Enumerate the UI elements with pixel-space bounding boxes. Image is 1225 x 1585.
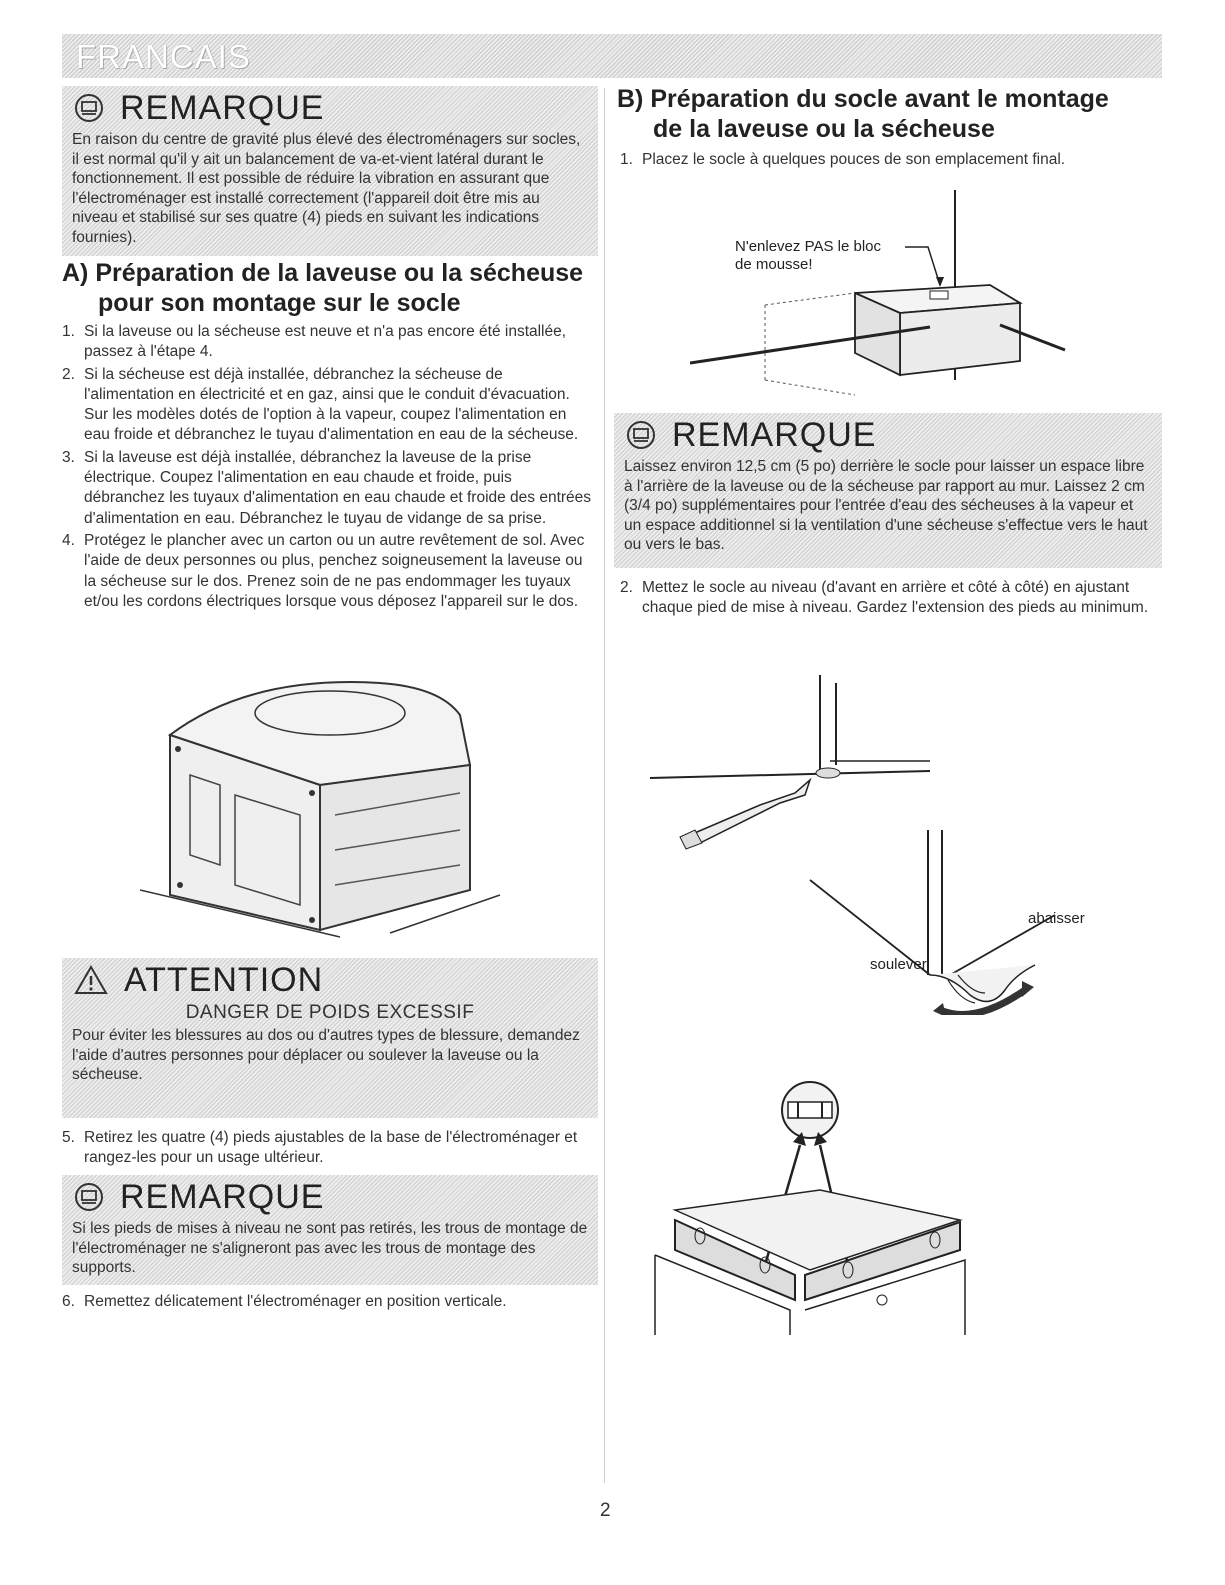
steps-list-a xyxy=(62,322,594,614)
note-box-feet xyxy=(62,1175,598,1285)
step-text: Si la laveuse est déjà installée, débranchez la laveuse de la prise électrique. Coupez l'alimentation en eau chaude et froide, puis débranchez les tuyaux d'alimentation en eau chaude et froide des entrées d'alimentation en eau. Débranchez le tuyau de vidange de sa prise. xyxy=(84,448,592,527)
attention-title: ATTENTION xyxy=(124,960,324,999)
list-item xyxy=(62,448,594,529)
step-number: 2. xyxy=(620,579,633,596)
step-text: Retirez les quatre (4) pieds ajustables de la base de l'électroménager et rangez-les pour un usage ultérieur. xyxy=(84,1129,578,1167)
note-title: REMARQUE xyxy=(120,88,325,127)
step-number: 3. xyxy=(62,448,75,466)
note-icon xyxy=(74,1182,104,1212)
step-text: Remettez délicatement l'électroménager en position verticale. xyxy=(84,1293,507,1310)
note-title: REMARQUE xyxy=(672,415,877,454)
heading-line1: Préparation de la laveuse ou la sécheuse xyxy=(95,259,584,287)
pedestal-foam-illustration xyxy=(690,185,1070,400)
note-header xyxy=(62,1175,598,1219)
lift-lower-illustration xyxy=(800,825,1100,1015)
foam-warning-line2: de mousse! xyxy=(735,256,813,273)
note-icon xyxy=(626,420,656,450)
step-text: Placez le socle à quelques pouces de son emplacement final. xyxy=(642,151,1066,168)
attention-header xyxy=(62,958,598,1002)
heading-prefix: B) xyxy=(617,85,644,113)
lift-label: soulever xyxy=(870,956,927,973)
appliance-on-back-illustration xyxy=(140,675,520,945)
step-number: 5. xyxy=(62,1129,75,1146)
lower-label: abaisser xyxy=(1028,910,1085,927)
list-item xyxy=(620,150,1160,170)
step-number: 6. xyxy=(62,1293,75,1310)
banner-title: FRANCAIS xyxy=(76,38,251,75)
step-number: 4. xyxy=(62,531,75,549)
step-number: 1. xyxy=(620,151,633,168)
note-box-clearance xyxy=(614,413,1162,568)
warning-triangle-icon xyxy=(74,965,108,995)
heading-line2: pour son montage sur le socle xyxy=(98,289,461,317)
note-title: REMARQUE xyxy=(120,1177,325,1216)
step-5 xyxy=(62,1128,594,1171)
level-check-illustration xyxy=(620,1070,990,1345)
section-heading-a xyxy=(62,258,602,318)
list-item xyxy=(62,322,594,363)
heading-prefix: A) xyxy=(62,259,89,287)
note-icon xyxy=(74,93,104,123)
attention-subtitle: DANGER DE POIDS EXCESSIF xyxy=(185,1002,475,1023)
step-b2 xyxy=(620,578,1160,621)
attention-box xyxy=(62,958,598,1118)
step-text: Protégez le plancher avec un carton ou un autre revêtement de sol. Avec l'aide de deux personnes ou plus, penchez soigneusement la laveuse ou la sécheuse sur le dos. Prenez soin de ne pas endommager les tuyaux et/ou les cordons électriques lorsque vous déposez l'appareil sur le dos. xyxy=(84,531,585,610)
step-text: Mettez le socle au niveau (d'avant en arrière et côté à côté) en ajustant chaque pied de mise à niveau. Gardez l'extension des pieds au minimum. xyxy=(642,579,1149,617)
foam-warning-line1: N'enlevez PAS le bloc xyxy=(735,238,881,255)
note-box-gravity xyxy=(62,86,598,256)
note-text: Si les pieds de mises à niveau ne sont pas retirés, les trous de montage de l'électroménager ne s'aligneront pas avec les trous de montage des supports. xyxy=(72,1220,588,1276)
step-text: Si la laveuse ou la sécheuse est neuve et n'a pas encore été installée, passez à l'étape 4. xyxy=(84,323,567,361)
page-number: 2 xyxy=(600,1500,611,1521)
step-number: 1. xyxy=(62,323,75,340)
note-text: En raison du centre de gravité plus élevé des électroménagers sur socles, il est normal qu'il y ait un balancement de va-et-vient latéral durant le fonctionnement. Il est possible de réduire la vibration en assurant que l'électroménager est installé correctement (l'appareil doit être mis au niveau et stabilisé sur ses quatre (4) pieds en suivant les indications fournies). xyxy=(72,131,581,246)
list-item xyxy=(620,578,1160,619)
step-6 xyxy=(62,1292,594,1314)
note-header xyxy=(62,86,598,130)
list-item xyxy=(62,1292,594,1312)
list-item xyxy=(62,531,594,612)
heading-line1: Préparation du socle avant le montage xyxy=(650,85,1109,113)
list-item xyxy=(62,1128,594,1169)
step-text: Si la sécheuse est déjà installée, débranchez la sécheuse de l'alimentation en électricité et en gaz, ainsi que le conduit d'évacuation. Sur les modèles dotés de l'option à la vapeur, coupez l'alimentation en eau froide et débranchez le tuyau d'alimentation en eau de la sécheuse. xyxy=(84,365,579,444)
step-number: 2. xyxy=(62,365,75,383)
language-banner xyxy=(62,34,1162,78)
note-text: Laissez environ 12,5 cm (5 po) derrière le socle pour laisser un espace libre à l'arrière de la laveuse ou de la sécheuse par rapport au mur. Laissez 2 cm (3/4 po) supplémentaires pour l'entrée d'eau des sécheuses à la vapeur et un espace additionnel si la ventilation d'une sécheuse s'effectue vers le haut ou vers le bas. xyxy=(624,458,1148,553)
step-b1 xyxy=(620,150,1160,172)
heading-line2: de la laveuse ou la sécheuse xyxy=(653,115,995,143)
list-item xyxy=(62,365,594,446)
attention-text: Pour éviter les blessures au dos ou d'autres types de blessure, demandez l'aide d'autres personnes pour déplacer ou soulever la laveuse ou la sécheuse. xyxy=(72,1027,580,1083)
section-heading-b xyxy=(617,84,1162,144)
column-divider xyxy=(604,88,605,1483)
note-header xyxy=(614,413,1162,457)
